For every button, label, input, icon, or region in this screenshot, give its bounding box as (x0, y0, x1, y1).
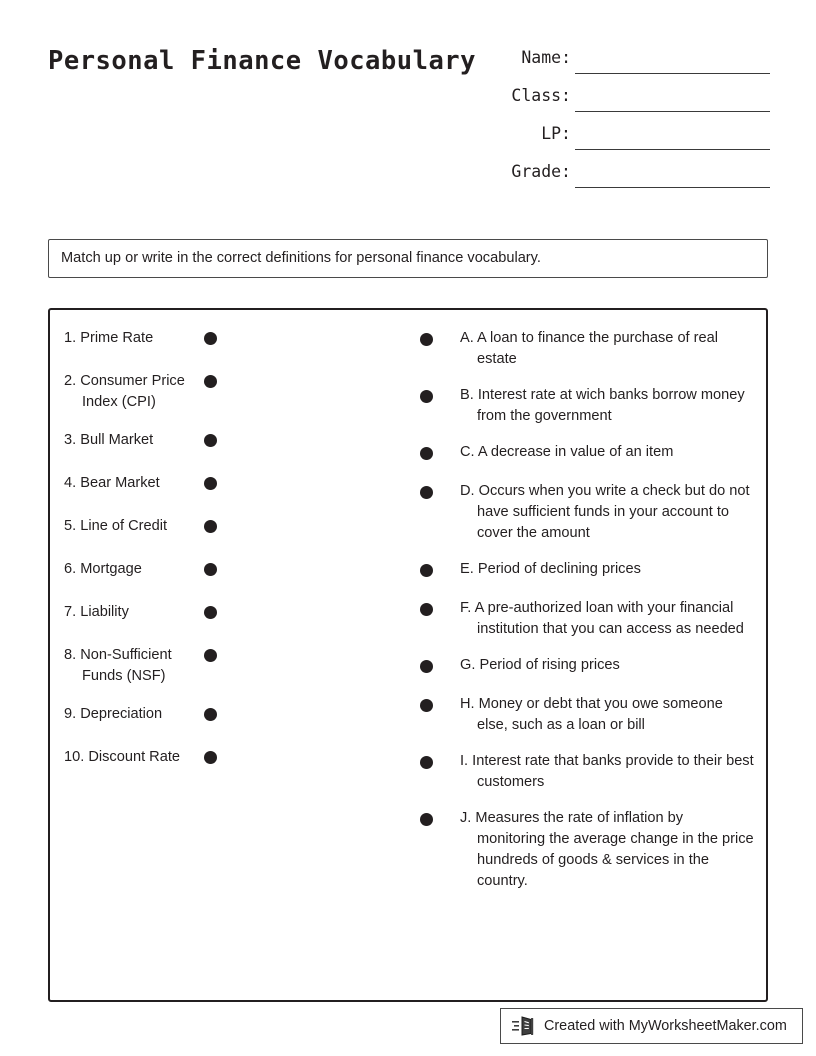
term-label: 1. Prime Rate (64, 330, 154, 346)
definition-row[interactable] (410, 694, 755, 736)
term-connector-dot[interactable] (204, 563, 217, 576)
definition-label: F. A pre-authorized loan with your financial institution that you can access as needed (460, 600, 744, 637)
worksheet-maker-logo-icon (512, 1015, 538, 1037)
definition-label: G. Period of rising prices (460, 657, 620, 673)
class-write-line[interactable] (575, 111, 770, 112)
term-connector-dot[interactable] (204, 477, 217, 490)
definition-connector-dot[interactable] (420, 756, 433, 769)
definition-connector-dot[interactable] (420, 486, 433, 499)
term-row[interactable] (64, 473, 284, 499)
definition-label: E. Period of declining prices (460, 561, 641, 577)
definition-label: I. Interest rate that banks provide to their best customers (460, 753, 754, 790)
definition-row[interactable] (410, 598, 755, 640)
term-connector-dot[interactable] (204, 375, 217, 388)
definitions-column (410, 328, 755, 907)
term-row[interactable] (64, 645, 284, 687)
definition-connector-dot[interactable] (420, 660, 433, 673)
term-label: 10. Discount Rate (64, 749, 181, 765)
name-write-line[interactable] (575, 73, 770, 74)
definition-connector-dot[interactable] (420, 699, 433, 712)
term-label: 5. Line of Credit (64, 518, 168, 534)
definition-row[interactable] (410, 559, 755, 583)
term-label: 3. Bull Market (64, 432, 154, 448)
student-info-fields (470, 44, 770, 196)
definition-row[interactable] (410, 442, 755, 466)
grade-write-line[interactable] (575, 187, 770, 188)
definition-label: H. Money or debt that you owe someone else, such as a loan or bill (460, 696, 723, 733)
definition-row[interactable] (410, 328, 755, 370)
term-label: 8. Non-Sufficient Funds (NSF) (64, 647, 172, 684)
term-row[interactable] (64, 602, 284, 628)
term-row[interactable] (64, 328, 284, 354)
definition-connector-dot[interactable] (420, 333, 433, 346)
definition-connector-dot[interactable] (420, 603, 433, 616)
term-connector-dot[interactable] (204, 520, 217, 533)
footer-attribution-text: Created with MyWorksheetMaker.com (544, 1018, 787, 1034)
term-row[interactable] (64, 371, 284, 413)
definition-label: B. Interest rate at wich banks borrow money from the government (460, 387, 745, 424)
definition-row[interactable] (410, 655, 755, 679)
grade-label: Grade: (511, 162, 571, 181)
definition-label: J. Measures the rate of inflation by monitoring the average change in the price hundreds of goods & services in the country. (460, 810, 754, 889)
term-label: 9. Depreciation (64, 706, 163, 722)
class-label: Class: (511, 86, 571, 105)
definition-label: A. A loan to finance the purchase of real estate (460, 330, 718, 367)
footer-attribution-badge[interactable] (500, 1008, 803, 1044)
instruction-text: Match up or write in the correct definitions for personal finance vocabulary. (61, 250, 541, 266)
term-row[interactable] (64, 747, 284, 773)
term-connector-dot[interactable] (204, 434, 217, 447)
page-title: Personal Finance Vocabulary (48, 46, 477, 76)
lp-label: LP: (541, 124, 571, 143)
term-label: 4. Bear Market (64, 475, 160, 491)
instruction-box (48, 239, 768, 278)
term-row[interactable] (64, 516, 284, 542)
term-connector-dot[interactable] (204, 332, 217, 345)
term-connector-dot[interactable] (204, 751, 217, 764)
term-connector-dot[interactable] (204, 606, 217, 619)
term-row[interactable] (64, 559, 284, 585)
definition-label: D. Occurs when you write a check but do not have sufficient funds in your account to cover the amount (460, 483, 750, 541)
definition-connector-dot[interactable] (420, 564, 433, 577)
term-row[interactable] (64, 704, 284, 730)
definition-label: C. A decrease in value of an item (460, 444, 674, 460)
definition-connector-dot[interactable] (420, 390, 433, 403)
matching-exercise-box (48, 308, 768, 1002)
matching-columns (50, 310, 766, 1000)
definition-connector-dot[interactable] (420, 447, 433, 460)
info-row-lp (470, 120, 770, 158)
term-row[interactable] (64, 430, 284, 456)
term-label: 2. Consumer Price Index (CPI) (64, 373, 185, 410)
lp-write-line[interactable] (575, 149, 770, 150)
definition-connector-dot[interactable] (420, 813, 433, 826)
term-label: 7. Liability (64, 604, 129, 620)
info-row-class (470, 82, 770, 120)
terms-column (64, 328, 284, 790)
definition-row[interactable] (410, 751, 755, 793)
definition-row[interactable] (410, 481, 755, 544)
term-label: 6. Mortgage (64, 561, 142, 577)
info-row-name (470, 44, 770, 82)
term-connector-dot[interactable] (204, 708, 217, 721)
info-row-grade (470, 158, 770, 196)
definition-row[interactable] (410, 385, 755, 427)
definition-row[interactable] (410, 808, 755, 892)
term-connector-dot[interactable] (204, 649, 217, 662)
page-header (0, 0, 816, 210)
name-label: Name: (521, 48, 571, 67)
